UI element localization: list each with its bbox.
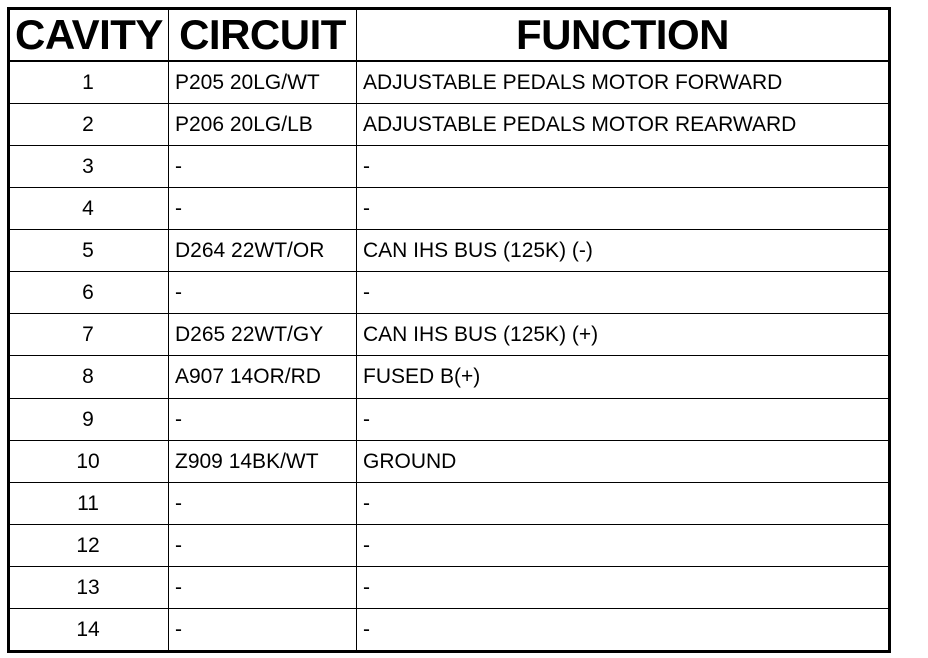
function-cell: - (357, 566, 890, 608)
table-row (9, 314, 890, 356)
header-function: FUNCTION (357, 9, 890, 62)
circuit-cell: - (169, 188, 357, 230)
circuit-cell: - (169, 482, 357, 524)
function-cell: - (357, 608, 890, 651)
header-cavity: CAVITY (9, 9, 169, 62)
function-cell: - (357, 398, 890, 440)
function-cell: - (357, 482, 890, 524)
table-row (9, 146, 890, 188)
cavity-cell: 13 (9, 566, 169, 608)
table-row (9, 104, 890, 146)
cavity-cell: 1 (9, 61, 169, 104)
circuit-cell: - (169, 566, 357, 608)
table-row (9, 608, 890, 651)
cavity-cell: 8 (9, 356, 169, 398)
circuit-cell: - (169, 524, 357, 566)
function-cell: CAN IHS BUS (125K) (+) (357, 314, 890, 356)
cavity-cell: 6 (9, 272, 169, 314)
header-circuit: CIRCUIT (169, 9, 357, 62)
table-row (9, 398, 890, 440)
circuit-cell: D264 22WT/OR (169, 230, 357, 272)
table-body (9, 61, 890, 652)
circuit-cell: Z909 14BK/WT (169, 440, 357, 482)
cavity-cell: 12 (9, 524, 169, 566)
circuit-cell: P206 20LG/LB (169, 104, 357, 146)
function-cell: ADJUSTABLE PEDALS MOTOR FORWARD (357, 61, 890, 104)
table-row (9, 524, 890, 566)
circuit-cell: A907 14OR/RD (169, 356, 357, 398)
circuit-cell: D265 22WT/GY (169, 314, 357, 356)
circuit-cell: - (169, 398, 357, 440)
circuit-cell: - (169, 146, 357, 188)
table-row (9, 440, 890, 482)
table-row (9, 230, 890, 272)
cavity-cell: 14 (9, 608, 169, 651)
table-row (9, 356, 890, 398)
cavity-cell: 5 (9, 230, 169, 272)
function-cell: - (357, 272, 890, 314)
table-row (9, 272, 890, 314)
table-row (9, 566, 890, 608)
cavity-cell: 2 (9, 104, 169, 146)
cavity-cell: 4 (9, 188, 169, 230)
cavity-cell: 11 (9, 482, 169, 524)
header-row (9, 9, 890, 62)
function-cell: GROUND (357, 440, 890, 482)
table-row (9, 61, 890, 104)
cavity-cell: 9 (9, 398, 169, 440)
cavity-cell: 10 (9, 440, 169, 482)
cavity-cell: 7 (9, 314, 169, 356)
function-cell: ADJUSTABLE PEDALS MOTOR REARWARD (357, 104, 890, 146)
table-row (9, 188, 890, 230)
circuit-cell: - (169, 272, 357, 314)
cavity-cell: 3 (9, 146, 169, 188)
function-cell: - (357, 146, 890, 188)
circuit-cell: P205 20LG/WT (169, 61, 357, 104)
circuit-cell: - (169, 608, 357, 651)
function-cell: FUSED B(+) (357, 356, 890, 398)
function-cell: - (357, 188, 890, 230)
function-cell: - (357, 524, 890, 566)
function-cell: CAN IHS BUS (125K) (-) (357, 230, 890, 272)
connector-pinout-table (7, 7, 891, 653)
table-row (9, 482, 890, 524)
